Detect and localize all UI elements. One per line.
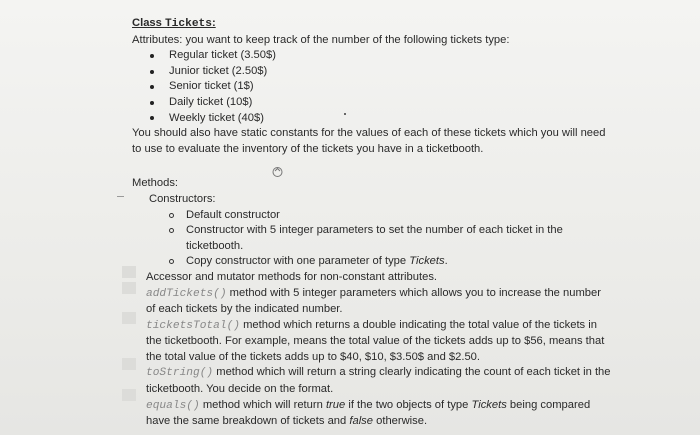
class-title [132, 16, 612, 33]
constructor-item [169, 223, 612, 254]
method-text: method which returns a double indicating the total value of the tickets in the ticketbooth. For example, means the total value of the tickets adds up to $56, means that the total value of the tickets adds up to $40, $10, $3.50$ and $2.50. [146, 318, 605, 363]
document-body [132, 16, 612, 430]
list-item [150, 79, 612, 95]
list-item-text: Senior ticket (1$) [169, 80, 254, 93]
circle-bullet-icon [169, 213, 174, 218]
list-item [150, 95, 612, 111]
constructor-text: Copy constructor with one parameter of type Tickets. [186, 255, 448, 268]
circle-bullet-icon [169, 228, 174, 233]
dash-mark [117, 196, 124, 197]
tickets-total-method [146, 318, 612, 366]
circle-bullet-icon [169, 259, 174, 264]
title-prefix: Class [132, 17, 165, 29]
method-code: ticketsTotal() [146, 319, 240, 332]
ticket-type-list [150, 48, 612, 126]
static-constants-paragraph: You should also have static constants for the values of each of these tickets which you will need to use to evaluate the inventory of the tickets you have in a ticketbooth. [132, 127, 606, 155]
list-item [150, 64, 612, 80]
constructor-item [169, 254, 612, 270]
method-code: addTickets() [146, 287, 227, 300]
method-text: method with 5 integer parameters which allows you to increase the number of each tickets by the indicated number. [146, 286, 601, 316]
bullet-icon [150, 70, 154, 74]
method-code: equals() [146, 399, 200, 412]
tostring-method [146, 365, 612, 397]
attributes-intro: Attributes: you want to keep track of the number of the following tickets type: [132, 33, 510, 46]
accessor-method: Accessor and mutator methods for non-constant attributes. [146, 270, 438, 283]
constructor-text: Default constructor [186, 208, 280, 221]
bullet-icon [150, 54, 154, 58]
equals-method: equals() method which will return true if the two objects of type Tickets being compared have the same breakdown of tickets and false otherwise. [146, 398, 591, 428]
add-tickets-method [146, 286, 612, 318]
constructor-text: Constructor with 5 integer parameters to set the number of each ticket in the ticketbooth. [186, 224, 563, 252]
bullet-icon [150, 85, 154, 89]
list-item [150, 48, 612, 64]
constructors-heading: Constructors: [149, 192, 216, 205]
list-item-text: Junior ticket (2.50$) [169, 64, 268, 77]
list-item-text: Daily ticket (10$) [169, 95, 253, 108]
list-item [150, 111, 612, 127]
constructor-item [169, 208, 612, 224]
title-suffix: : [211, 17, 216, 29]
list-item-text: Weekly ticket (40$) [169, 111, 264, 124]
method-code: toString() [146, 367, 214, 380]
title-code: Tickets [164, 18, 212, 30]
methods-heading: Methods: [132, 177, 179, 190]
bullet-icon [150, 101, 154, 105]
bullet-icon [150, 116, 154, 120]
method-text: method which will return a string clearly indicating the count of each ticket in the ticketbooth. You decide on the format. [146, 366, 611, 396]
list-item-text: Regular ticket (3.50$) [169, 49, 276, 62]
